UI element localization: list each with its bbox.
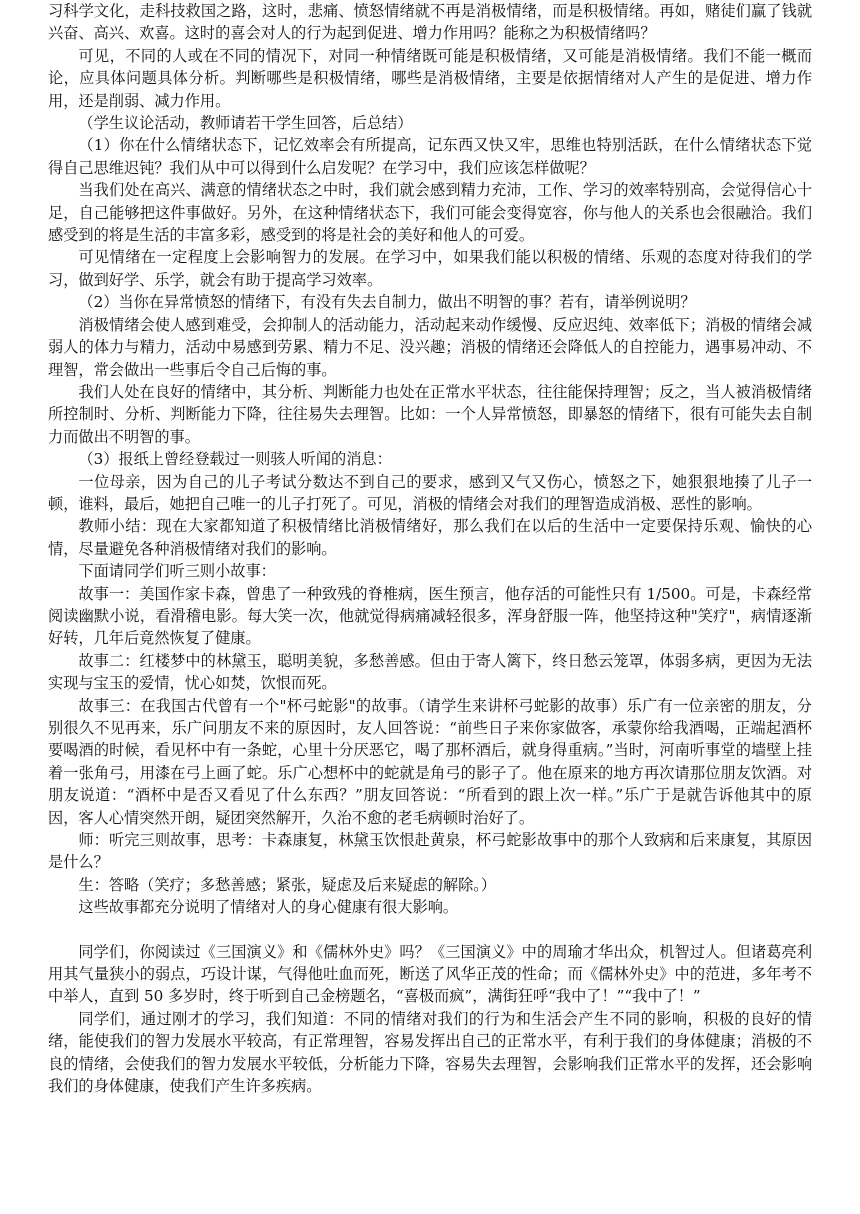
- paragraph-08: 消极情绪会使人感到难受，会抑制人的活动能力，活动起来动作缓慢、反应迟纯、效率低下；消极的情绪会减弱人的体力与精力，活动中易感到劳累、精力不足、没兴趣；消极的情绪还会降低人的自控能力，遇事易冲动、不理智，常会做出一些事后令自己后悔的事。: [48, 315, 812, 379]
- paragraph-18: 生：答略（笑疗；多愁善感；紧张，疑虑及后来疑虑的解除。）: [78, 875, 497, 894]
- paragraph-07: （2）当你在异常愤怒的情绪下，有没有失去自制力，做出不明智的事？若有，请举例说明？: [78, 293, 696, 312]
- paragraph-10: （3）报纸上曾经登载过一则骇人听闻的消息：: [78, 450, 392, 469]
- paragraph-05: 当我们处在高兴、满意的情绪状态之中时，我们就会感到精力充沛，工作、学习的效率特别高，会觉得信心十足，自己能够把这件事做好。另外，在这种情绪状态下，我们可能会变得宽容，你与他人的关系也会很融洽。我们感受到的将是生活的丰富多彩，感受到的将是社会的美好和他人的可爱。: [48, 181, 812, 245]
- paragraph-12: 教师小结：现在大家都知道了积极情绪比消极情绪好，那么我们在以后的生活中一定要保持乐观、愉快的心情，尽量避免各种消极情绪对我们的影响。: [48, 517, 812, 558]
- paragraph-14: 故事一：美国作家卡森，曾患了一种致残的脊椎病，医生预言，他存活的可能性只有 1/500。可是，卡森经常阅读幽默小说，看滑稽电影。每大笑一次，他就觉得病痛减轻很多，浑身舒服一阵，他坚持这种"笑疗"，病情逐渐好转，几年后竟然恢复了健康。: [48, 584, 812, 648]
- paragraph-17: 师：听完三则故事，思考：卡森康复，林黛玉饮恨赴黄泉，杯弓蛇影故事中的那个人致病和后来康复，其原因是什么？: [48, 831, 812, 872]
- paragraph-09: 我们人处在良好的情绪中，其分析、判断能力也处在正常水平状态，往往能保持理智；反之，当人被消极情绪所控制时、分析、判断能力下降，往往易失去理智。比如：一个人异常愤怒，即暴怒的情绪下，很有可能失去自制力而做出不明智的事。: [48, 382, 812, 446]
- paragraph-21: 同学们，通过刚才的学习，我们知道：不同的情绪对我们的行为和生活会产生不同的影响，积极的良好的情绪，能使我们的智力发展水平较高，有正常理智，容易发挥出自己的正常水平，有利于我们的身体健康；消极的不良的情绪，会使我们的智力发展水平较低，分析能力下降，容易失去理智，会影响我们正常水平的发挥，还会影响我们的身体健康，使我们产生许多疾病。: [48, 1009, 812, 1096]
- paragraph-15: 故事二：红楼梦中的林黛玉，聪明美貌，多愁善感。但由于寄人篱下，终日愁云笼罩，体弱多病，更因为无法实现与宝玉的爱情，忧心如焚，饮恨而死。: [48, 651, 812, 693]
- paragraph-16: 故事三：在我国古代曾有一个"杯弓蛇影"的故事。（请学生来讲杯弓蛇影的故事）乐广有一位亲密的朋友，分别很久不见再来，乐广问朋友不来的原因时，友人回答说：“前些日子来你家做客，承蒙你给我酒喝，正端起酒杯要喝酒的时候，看见杯中有一条蛇，心里十分厌恶它，喝了那杯酒后，就身得重病。”当时，河南听事堂的墙壁上挂着一张角弓，用漆在弓上画了蛇。乐广心想杯中的蛇就是角弓的影子了。他在原来的地方再次请那位朋友饮酒。对朋友说道：“酒杯中是否又看见了什么东西？”朋友回答说：“所看到的跟上次一样。”乐广于是就告诉他其中的原因，客人心情突然开朗，疑团突然解开，久治不愈的老毛病顿时治好了。: [48, 696, 812, 827]
- paragraph-03: （学生议论活动，教师请若干学生回答，后总结）: [78, 114, 413, 133]
- paragraph-01: 习科学文化，走科技救国之路，这时，悲痛、愤怒情绪就不再是消极情绪，而是积极情绪。再如，赌徒们赢了钱就兴奋、高兴、欢喜。这时的喜会对人的行为起到促进、增力作用吗？能称之为积极情绪吗？: [48, 2, 812, 43]
- document-page: [48, 0, 812, 1098]
- paragraph-13: 下面请同学们听三则小故事：: [78, 562, 276, 581]
- paragraph-06: 可见情绪在一定程度上会影响智力的发展。在学习中，如果我们能以积极的情绪、乐观的态度对待我们的学习，做到好学、乐学，就会有助于提高学习效率。: [48, 248, 812, 289]
- paragraph-04: （1）你在什么情绪状态下，记忆效率会有所提高，记东西又快又牢，思维也特别活跃，在什么情绪状态下觉得自己思维迟钝？我们从中可以得到什么启发呢？在学习中，我们应该怎样做呢？: [48, 136, 812, 177]
- paragraph-20: 同学们，你阅读过《三国演义》和《儒林外史》吗？《三国演义》中的周瑜才华出众，机智过人。但诸葛亮利用其气量狭小的弱点，巧设计谋，气得他吐血而死，断送了风华正茂的性命；而《儒林外史》中的范进，多年考不中举人，直到 50 多岁时，终于听到自己金榜题名，“喜极而疯”，满街狂呼“我中了！”“我中了！”: [48, 942, 812, 1006]
- paragraph-02: 可见，不同的人或在不同的情况下，对同一种情绪既可能是积极情绪，又可能是消极情绪。我们不能一概而论，应具体问题具体分析。判断哪些是积极情绪，哪些是消极情绪，主要是依据情绪对人产生的是促进、增力作用，还是削弱、减力作用。: [48, 46, 812, 110]
- paragraph-11: 一位母亲，因为自己的儿子考试分数达不到自己的要求，感到又气又伤心，愤怒之下，她狠狠地揍了儿子一顿，谁料，最后，她把自己唯一的儿子打死了。可见，消极的情绪会对我们的理智造成消极、恶性的影响。: [48, 472, 812, 513]
- paragraph-19: 这些故事都充分说明了情绪对人的身心健康有很大影响。: [78, 898, 459, 917]
